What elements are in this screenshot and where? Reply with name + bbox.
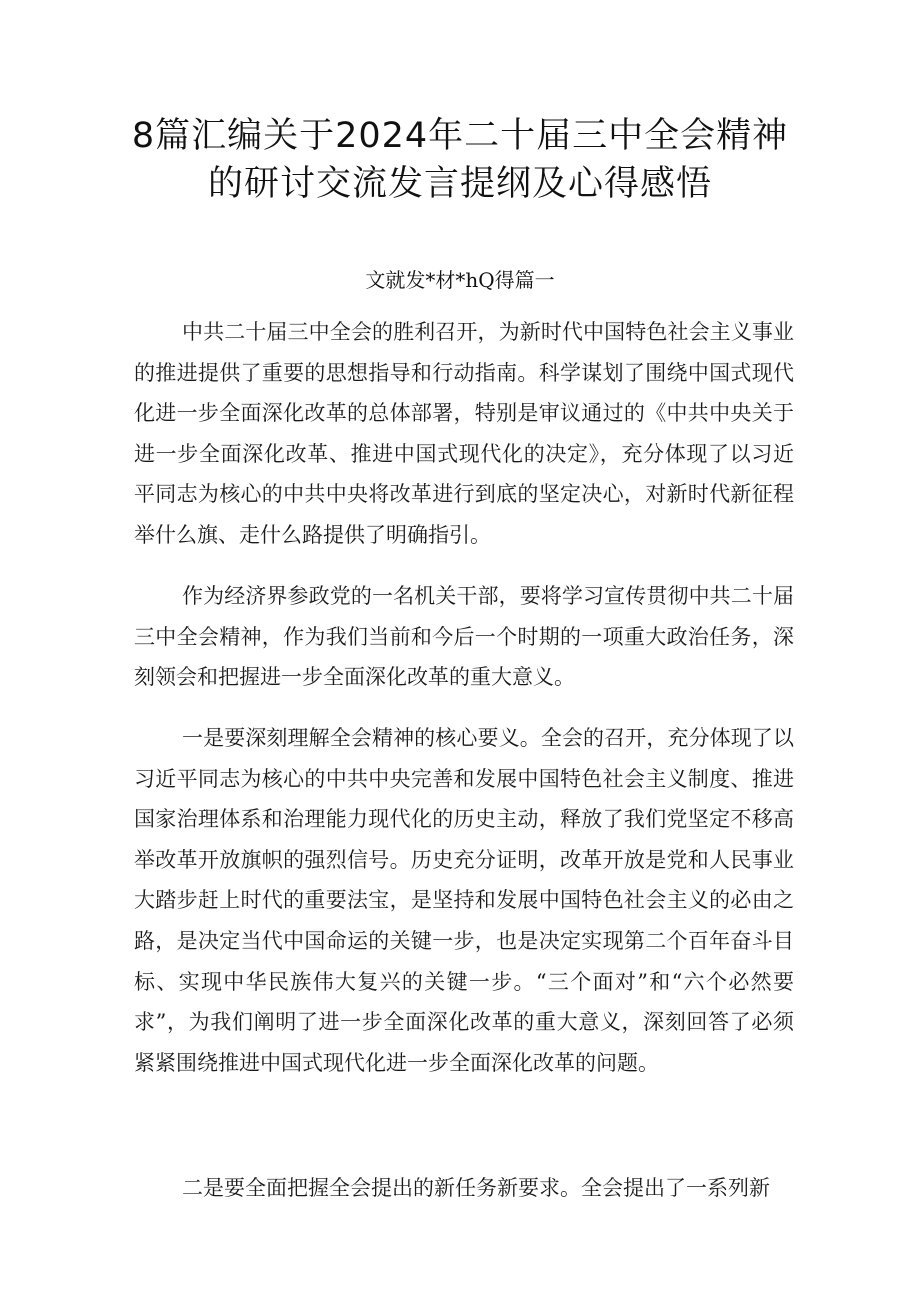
paragraph-2: 作为经济界参政党的一名机关干部，要将学习宣传贯彻中共二十届三中全会精神，作为我们当前和今后一个时期的一项重大政治任务，深刻领会和把握进一步全面深化改革的重大意义。: [134, 584, 794, 690]
paragraph-4: 二是要全面把握全会提出的新任务新要求。全会提出了一系列新: [182, 1176, 770, 1200]
document-title: [0, 112, 920, 208]
document-title-line-1: 8篇汇编关于2024年二十届三中全会精神: [131, 116, 789, 156]
paragraph-3: 一是要深刻理解全会精神的核心要义。全会的召开，充分体现了以习近平同志为核心的中共中央完善和发展中国特色社会主义制度、推进国家治理体系和治理能力现代化的历史主动，释放了我们党坚定不移高举改革开放旗帜的强烈信号。历史充分证明，改革开放是党和人民事业大踏步赶上时代的重要法宝，是坚持和发展中国特色社会主义的必由之路，是决定当代中国命运的关键一步，也是决定实现第二个百年奋斗目标、实现中华民族伟大复兴的关键一步。“三个面对”和“六个必然要求”，为我们阐明了进一步全面深化改革的重大意义，深刻回答了必须紧紧围绕推进中国式现代化进一步全面深化改革的问题。: [134, 726, 794, 1075]
paragraph-1: 中共二十届三中全会的胜利召开，为新时代中国特色社会主义事业的推进提供了重要的思想指导和行动指南。科学谋划了围绕中国式现代化进一步全面深化改革的总体部署，特别是审议通过的《中共中央关于进一步全面深化改革、推进中国式现代化的决定》，充分体现了以习近平同志为核心的中共中央将改革进行到底的坚定决心，对新时代新征程举什么旗、走什么路提供了明确指引。: [134, 320, 794, 547]
section-subtitle: 文就发*材*hQ得篇一: [365, 268, 555, 292]
document-title-line-2: 的研讨交流发言提纲及心得感悟: [207, 164, 712, 204]
